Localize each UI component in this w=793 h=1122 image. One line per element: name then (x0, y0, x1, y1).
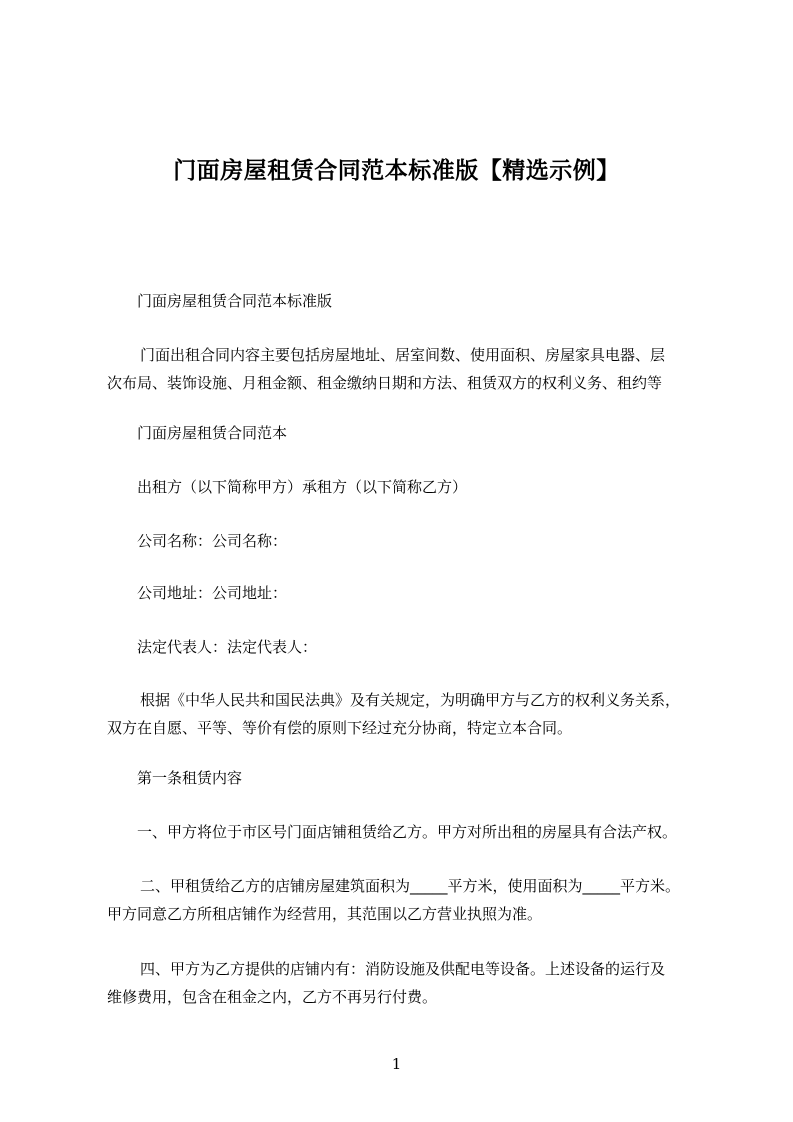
paragraph-article-one-heading (107, 764, 747, 792)
text-line: 一、甲方将位于市区号门面店铺租赁给乙方。甲方对所出租的房屋具有合法产权。 (137, 823, 678, 841)
text-line: 法定代表人：法定代表人： (137, 638, 318, 656)
document-title: 门面房屋租赁合同范本标准版【精选示例】 (173, 158, 620, 185)
paragraph-clause-one (107, 818, 747, 846)
paragraph-parties (107, 473, 747, 501)
paragraph-intro (107, 341, 717, 397)
page-number: 1 (391, 1055, 402, 1073)
text-line: 二、甲租赁给乙方的店铺房屋建筑面积为_____平方米，使用面积为_____平方米。 (140, 877, 681, 895)
text-line: 双方在自愿、平等、等价有偿的原则下经过充分协商，特定立本合同。 (107, 719, 573, 737)
paragraph-clause-four (107, 955, 717, 1011)
paragraph-company-name (107, 527, 747, 555)
text-line: 次布局、装饰设施、月租金额、租金缴纳日期和方法、租赁双方的权利义务、租约等 (107, 374, 663, 392)
text-line: 根据《中华人民共和国民法典》及有关规定，为明确甲方与乙方的权利义务关系， (140, 691, 681, 709)
text-line: 维修费用，包含在租金之内，乙方不再另行付费。 (107, 988, 438, 1006)
text-line: 第一条租赁内容 (137, 769, 243, 787)
text-line: 门面房屋租赁合同范本标准版 (137, 292, 333, 310)
text-line: 公司地址：公司地址： (137, 584, 288, 602)
text-line: 出租方（以下简称甲方）承租方（以下简称乙方） (137, 478, 468, 496)
text-line: 门面房屋租赁合同范本 (137, 424, 288, 442)
text-line: 门面出租合同内容主要包括房屋地址、居室间数、使用面积、房屋家具电器、层 (140, 346, 666, 364)
paragraph-basis (107, 686, 717, 742)
text-line: 公司名称：公司名称： (137, 532, 288, 550)
paragraph-subtitle (107, 287, 747, 315)
paragraph-clause-two (107, 872, 717, 928)
paragraph-heading-template (107, 419, 747, 447)
text-line: 四、甲方为乙方提供的店铺内有：消防设施及供配电等设备。上述设备的运行及 (140, 960, 666, 978)
text-line: 甲方同意乙方所租店铺作为经营用，其范围以乙方营业执照为准。 (107, 905, 543, 923)
paragraph-legal-representative (107, 633, 747, 661)
paragraph-company-address (107, 579, 747, 607)
